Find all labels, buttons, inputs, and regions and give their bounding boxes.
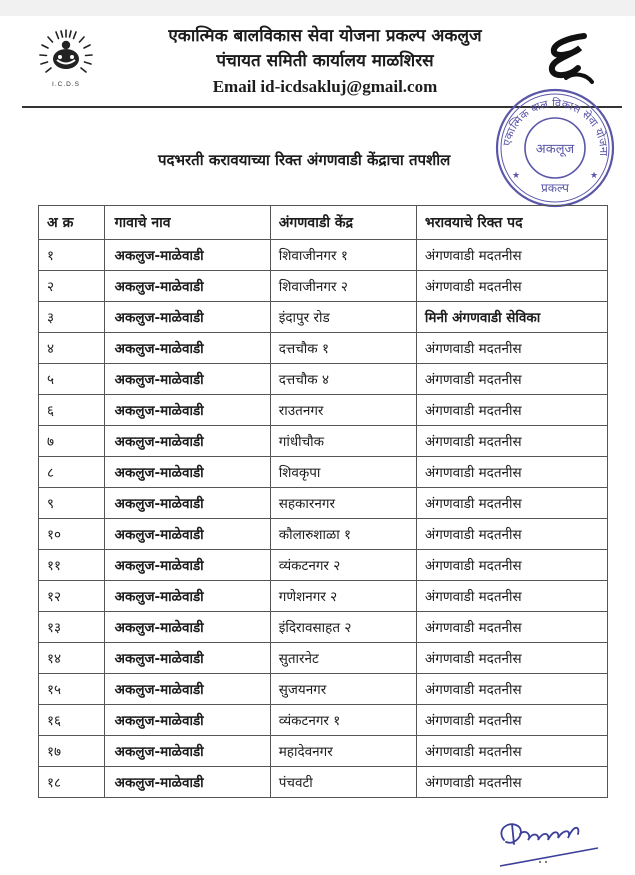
- stamp-bottom-text: प्रकल्प: [540, 181, 570, 195]
- cell-village: अकलुज-माळेवाडी: [104, 612, 270, 643]
- table-row: [39, 767, 608, 798]
- cell-centre: गांधीचौक: [270, 426, 416, 457]
- header-serial: अ क्र: [39, 206, 105, 240]
- icds-logo-text: I.C.D.S: [52, 81, 80, 88]
- cell-post: अंगणवाडी मदतनीस: [416, 457, 607, 488]
- cell-serial: ५: [39, 364, 105, 395]
- stamp-ring-text: एकात्मिक बाल विकास सेवा योजना: [500, 96, 611, 157]
- cell-serial: १८: [39, 767, 105, 798]
- cell-post: अंगणवाडी मदतनीस: [416, 271, 607, 302]
- cell-serial: १४: [39, 643, 105, 674]
- cell-village: अकलुज-माळेवाडी: [104, 457, 270, 488]
- cell-serial: ७: [39, 426, 105, 457]
- table-row: [39, 581, 608, 612]
- cell-village: अकलुज-माळेवाडी: [104, 271, 270, 302]
- cell-post: अंगणवाडी मदतनीस: [416, 333, 607, 364]
- icds-logo: [34, 26, 98, 90]
- letterhead: [140, 24, 510, 100]
- cell-centre: शिवाजीनगर २: [270, 271, 416, 302]
- table-row: [39, 705, 608, 736]
- cell-serial: १: [39, 240, 105, 271]
- cell-village: अकलुज-माळेवाडी: [104, 426, 270, 457]
- cell-post: अंगणवाडी मदतनीस: [416, 364, 607, 395]
- cell-post: अंगणवाडी मदतनीस: [416, 550, 607, 581]
- signature: [490, 812, 610, 870]
- scan-top-shade: [0, 0, 635, 16]
- table-row: [39, 643, 608, 674]
- header-post: भरावयाचे रिक्त पद: [416, 206, 607, 240]
- stamp-center-text: अकलूज: [535, 142, 575, 157]
- cell-serial: ४: [39, 333, 105, 364]
- table-row: [39, 240, 608, 271]
- cell-post: अंगणवाडी मदतनीस: [416, 643, 607, 674]
- cell-centre: शिवाजीनगर १: [270, 240, 416, 271]
- cell-serial: १६: [39, 705, 105, 736]
- table-row: [39, 736, 608, 767]
- cell-post: मिनी अंगणवाडी सेविका: [416, 302, 607, 333]
- cell-serial: १५: [39, 674, 105, 705]
- table-row: [39, 302, 608, 333]
- letterhead-subtitle: पंचायत समिती कार्यालय माळशिरस: [216, 51, 434, 71]
- cell-village: अकलुज-माळेवाडी: [104, 302, 270, 333]
- cell-centre: राउतनगर: [270, 395, 416, 426]
- table-row: [39, 333, 608, 364]
- letterhead-office-name: एकात्मिक बालविकास सेवा योजना प्रकल्प अकलुज: [168, 26, 482, 46]
- cell-centre: गणेशनगर २: [270, 581, 416, 612]
- cell-serial: ६: [39, 395, 105, 426]
- cell-centre: सुजयनगर: [270, 674, 416, 705]
- table-row: [39, 674, 608, 705]
- cell-centre: दत्तचौक १: [270, 333, 416, 364]
- cell-centre: महादेवनगर: [270, 736, 416, 767]
- cell-village: अकलुज-माळेवाडी: [104, 395, 270, 426]
- cell-centre: इंदापुर रोड: [270, 302, 416, 333]
- cell-centre: व्यंकटनगर १: [270, 705, 416, 736]
- cell-post: अंगणवाडी मदतनीस: [416, 240, 607, 271]
- cell-centre: सहकारनगर: [270, 488, 416, 519]
- cell-post: अंगणवाडी मदतनीस: [416, 395, 607, 426]
- table-row: [39, 488, 608, 519]
- cell-village: अकलुज-माळेवाडी: [104, 767, 270, 798]
- cell-village: अकलुज-माळेवाडी: [104, 643, 270, 674]
- cell-post: अंगणवाडी मदतनीस: [416, 705, 607, 736]
- cell-centre: सुतारनेट: [270, 643, 416, 674]
- header-centre: अंगणवाडी केंद्र: [270, 206, 416, 240]
- table-row: [39, 457, 608, 488]
- cell-post: अंगणवाडी मदतनीस: [416, 674, 607, 705]
- cell-serial: ९: [39, 488, 105, 519]
- table-row: [39, 612, 608, 643]
- cell-centre: व्यंकटनगर २: [270, 550, 416, 581]
- table-row: [39, 519, 608, 550]
- letterhead-email: Email id-icdsakluj@gmail.com: [212, 77, 438, 96]
- cell-village: अकलुज-माळेवाडी: [104, 705, 270, 736]
- table-body: [39, 240, 608, 798]
- cell-village: अकलुज-माळेवाडी: [104, 240, 270, 271]
- cell-village: अकलुज-माळेवाडी: [104, 364, 270, 395]
- cell-post: अंगणवाडी मदतनीस: [416, 488, 607, 519]
- cell-serial: १०: [39, 519, 105, 550]
- cell-village: अकलुज-माळेवाडी: [104, 550, 270, 581]
- cell-post: अंगणवाडी मदतनीस: [416, 581, 607, 612]
- cell-centre: दत्तचौक ४: [270, 364, 416, 395]
- stamp-star-icon: ★: [512, 171, 521, 181]
- cell-serial: ८: [39, 457, 105, 488]
- table-row: [39, 550, 608, 581]
- cell-serial: ३: [39, 302, 105, 333]
- cell-village: अकलुज-माळेवाडी: [104, 333, 270, 364]
- cell-post: अंगणवाडी मदतनीस: [416, 426, 607, 457]
- cell-village: अकलुज-माळेवाडी: [104, 674, 270, 705]
- vacancy-table: [38, 205, 608, 798]
- cell-centre: शिवकृपा: [270, 457, 416, 488]
- office-stamp: [490, 80, 620, 214]
- table-row: [39, 271, 608, 302]
- table-row: [39, 395, 608, 426]
- cell-post: अंगणवाडी मदतनीस: [416, 519, 607, 550]
- table-header-row: [39, 206, 608, 240]
- cell-village: अकलुज-माळेवाडी: [104, 488, 270, 519]
- cell-serial: १३: [39, 612, 105, 643]
- cell-post: अंगणवाडी मदतनीस: [416, 736, 607, 767]
- table-row: [39, 364, 608, 395]
- cell-serial: २: [39, 271, 105, 302]
- cell-serial: १७: [39, 736, 105, 767]
- table-row: [39, 426, 608, 457]
- cell-post: अंगणवाडी मदतनीस: [416, 767, 607, 798]
- document-title: पदभरती करावयाच्या रिक्त अंगणवाडी केंद्राचा तपशील: [158, 151, 451, 169]
- stamp-star-icon: ★: [590, 171, 599, 181]
- cell-serial: १२: [39, 581, 105, 612]
- cell-post: अंगणवाडी मदतनीस: [416, 612, 607, 643]
- cell-village: अकलुज-माळेवाडी: [104, 581, 270, 612]
- cell-centre: इंदिरावसाहत २: [270, 612, 416, 643]
- cell-village: अकलुज-माळेवाडी: [104, 736, 270, 767]
- header-village: गावाचे नाव: [104, 206, 270, 240]
- cell-village: अकलुज-माळेवाडी: [104, 519, 270, 550]
- cell-centre: पंचवटी: [270, 767, 416, 798]
- cell-serial: ११: [39, 550, 105, 581]
- cell-centre: कौलारुशाळा १: [270, 519, 416, 550]
